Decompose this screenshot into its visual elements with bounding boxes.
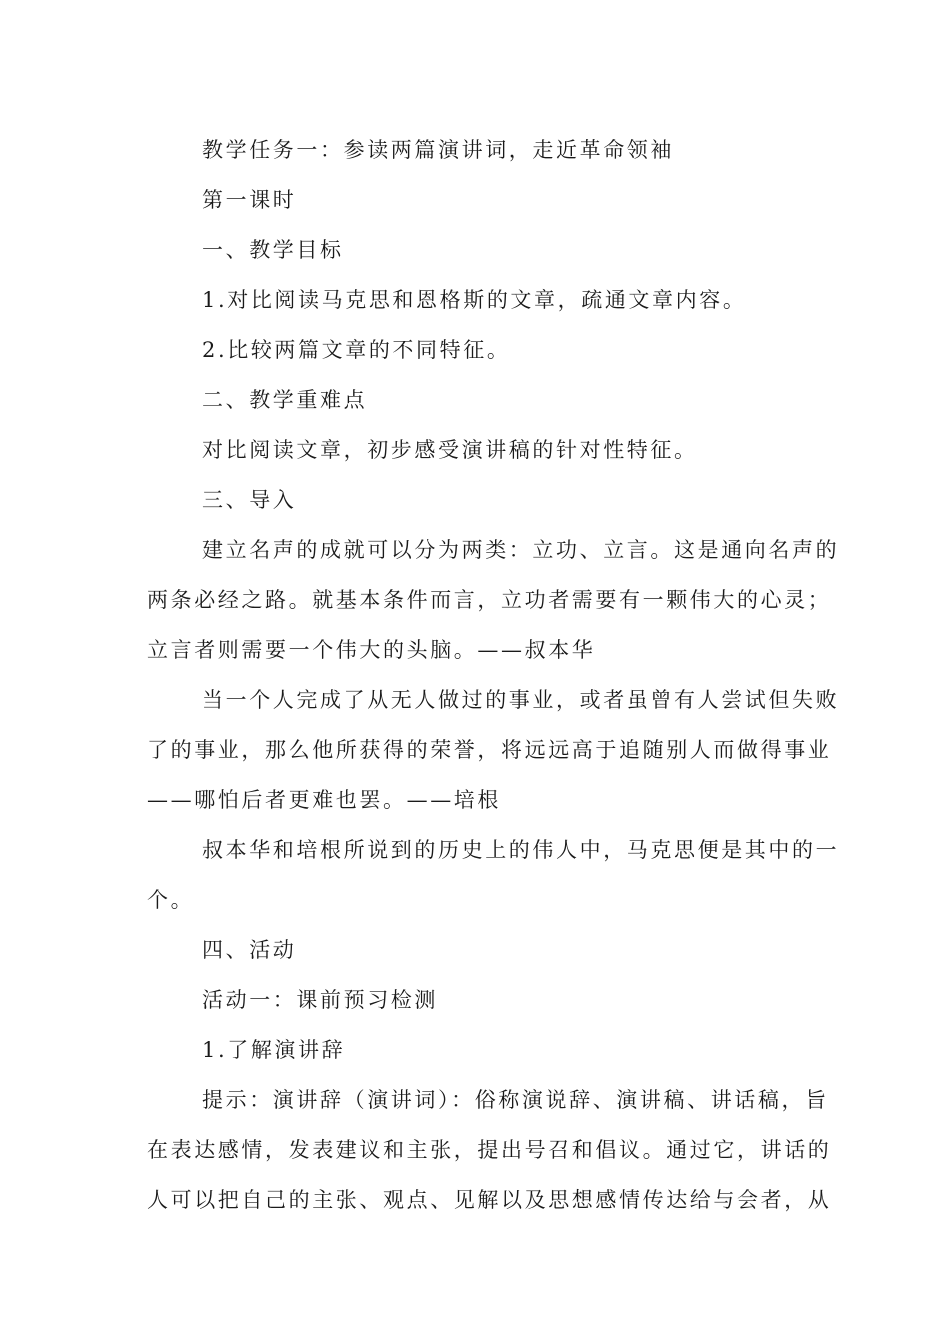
paragraph-line: ——哪怕后者更难也罢。——培根: [147, 788, 501, 812]
paragraph-line: 个。: [147, 888, 195, 912]
activity-item-1: 1.了解演讲辞: [202, 1038, 346, 1062]
paragraph-line: 在表达感情，发表建议和主张，提出号召和倡议。通过它，讲话的: [147, 1138, 832, 1162]
section-heading-intro: 三、导入: [202, 488, 297, 512]
section-heading-activities: 四、活动: [202, 938, 297, 962]
key-point-text: 对比阅读文章，初步感受演讲稿的针对性特征。: [202, 438, 698, 462]
document-body: [147, 125, 840, 1225]
paragraph-line: 建立名声的成就可以分为两类：立功、立言。这是通向名声的: [202, 538, 840, 562]
goal-item-2: 2.比较两篇文章的不同特征。: [202, 338, 511, 362]
transition-paragraph: [147, 825, 840, 925]
paragraph-line: 了的事业，那么他所获得的荣誉，将远远高于追随别人而做得事业: [147, 738, 832, 762]
paragraph-line: 人可以把自己的主张、观点、见解以及思想感情传达给与会者，从: [147, 1188, 832, 1212]
paragraph-line: 提示：演讲辞（演讲词）：俗称演说辞、演讲稿、讲话稿，旨: [202, 1088, 829, 1112]
activity-1-title: 活动一：课前预习检测: [202, 988, 438, 1012]
task-title: 教学任务一：参读两篇演讲词，走近革命领袖: [202, 138, 674, 162]
paragraph-line: 当一个人完成了从无人做过的事业，或者虽曾有人尝试但失败: [202, 688, 840, 712]
paragraph-line: 立言者则需要一个伟大的头脑。——叔本华: [147, 638, 596, 662]
section-heading-goals: 一、教学目标: [202, 238, 344, 262]
hint-paragraph: [147, 1075, 832, 1225]
goal-item-1: 1.对比阅读马克思和恩格斯的文章，疏通文章内容。: [202, 288, 747, 312]
lesson-label: 第一课时: [202, 188, 297, 212]
quote-schopenhauer: [147, 525, 840, 675]
paragraph-line: 叔本华和培根所说到的历史上的伟人中，马克思便是其中的一: [202, 838, 840, 862]
section-heading-key-points: 二、教学重难点: [202, 388, 368, 412]
paragraph-line: 两条必经之路。就基本条件而言，立功者需要有一颗伟大的心灵；: [147, 588, 832, 612]
quote-bacon: [147, 675, 840, 825]
